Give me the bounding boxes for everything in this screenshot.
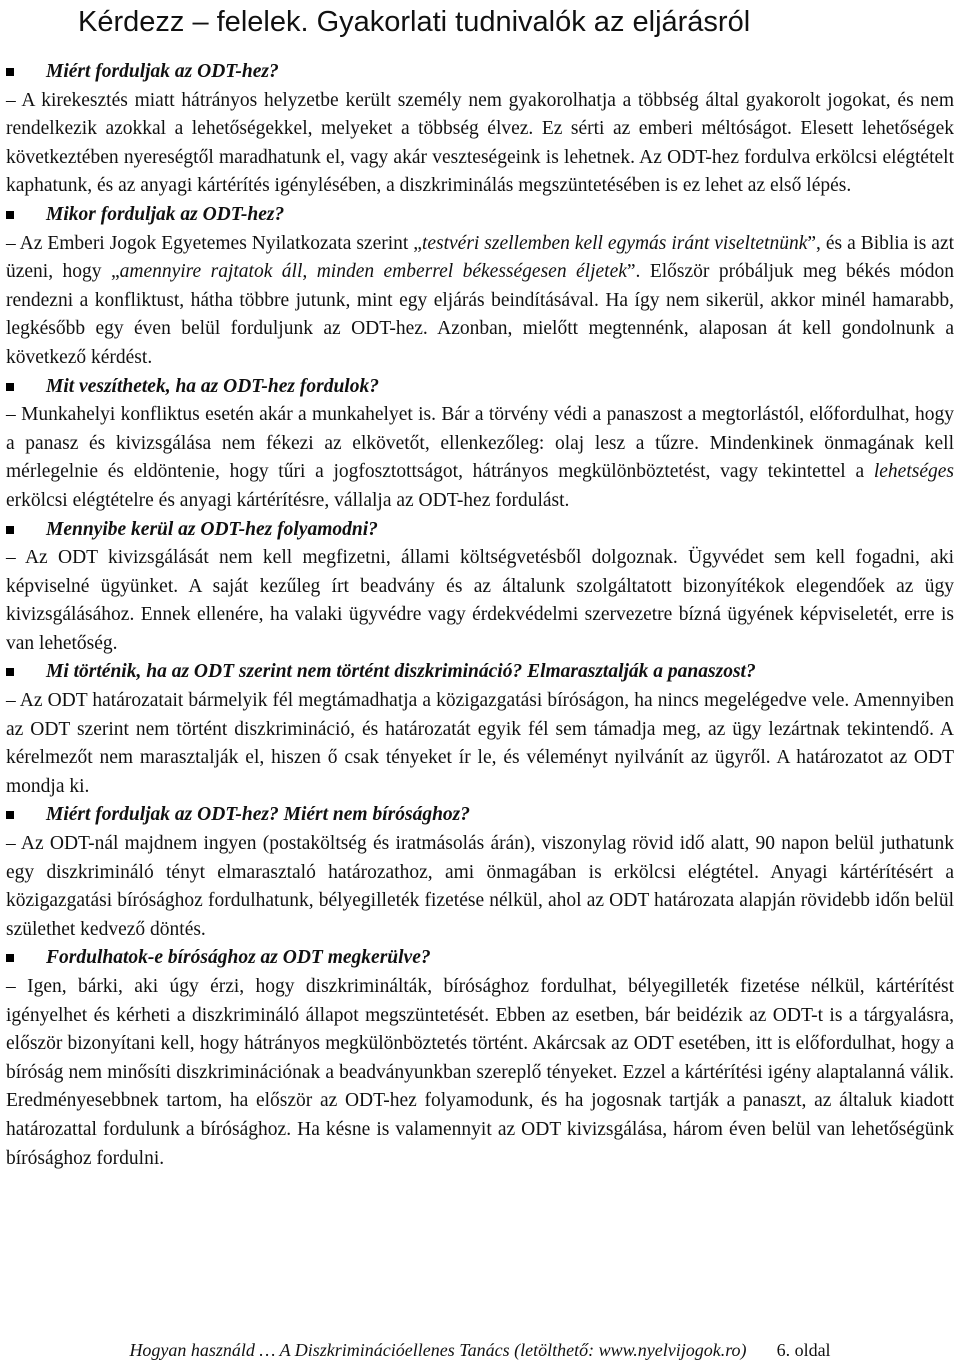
answer-paragraph: – A kirekesztés miatt hátrányos helyzetbe került személy nem gyakorolhatja a többség által gyakorolt jogokat, és nem rendelkezik azokkal a lehetőségekkel, melyeket a többség élvez. Ez sérti az emberi méltóságot. Elesett lehetőségek következtében nyereségtől maradhatunk el, vagy akár veszteségeink is lehetnek. Az ODT-hez fordulva erkölcsi elégtételt kaphatunk, és az anyagi kártérítés igénylésében, a diszkriminálás megszüntetésében is ez lehet az első lépés. (6, 89, 954, 197)
emphasis-italic: lehetséges (873, 461, 954, 483)
square-bullet-icon (6, 954, 14, 962)
question-text: Fordulhatok-e bírósághoz az ODT megkerülve? (46, 947, 431, 969)
page-footer (0, 1338, 960, 1362)
question-text: Mennyibe kerül az ODT-hez folyamodni? (46, 518, 378, 540)
square-bullet-icon (6, 668, 14, 676)
square-bullet-icon (6, 811, 14, 819)
answer-text: ”. Először próbáljuk meg békés módon rendezni a konfliktust, hátha többre jutunk, mint egy eljárás beindításával. Ha így nem sikerül, akkor minél hamarabb, legkésőbb egy éven belül forduljunk az ODT-hez. Azonban, mielőtt megtennénk, alaposan át kell gondolnunk a következő kérdést. (6, 261, 954, 368)
square-bullet-icon (6, 68, 14, 76)
square-bullet-icon (6, 383, 14, 391)
quote-italic: testvéri szellemben kell egymás iránt viseltetnünk (421, 232, 808, 254)
question-heading (6, 944, 954, 973)
answer-text: ”, és a Biblia is azt üzeni, hogy „ (6, 232, 955, 283)
square-bullet-icon (6, 211, 14, 219)
square-bullet-icon (6, 526, 14, 534)
answer-paragraph: – Az ODT-nál majdnem ingyen (postaköltség és iratmásolás árán), viszonylag rövid idő alatt, 90 napon belül juthatunk egy diszkrimináló tényt elmarasztaló határozathoz, ami önmagában is erkölcsi elégtétel. Anyagi kártérítésért a közigazgatási bírósághoz fordulhatunk, bélyegilleték fizetése nélkül, ahol az ODT határozata alapján rövidebb időn belül születhet kedvező döntés. (6, 833, 954, 940)
question-heading (6, 373, 954, 402)
question-heading (6, 658, 954, 687)
question-heading (6, 516, 954, 545)
document-body (6, 58, 954, 1173)
answer-paragraph: – Az ODT határozatait bármelyik fél megtámadhatja a közigazgatási bíróságon, ha nincs megelégedve vele. Amennyiben az ODT szerint nem történt diszkrimináció, és határozatát egyik fél sem támadja meg, az ügy lezártnak tekintendő. A kérelmezőt nem marasztalják el, hiszen ő csak tényeket ír le, és véleményt nyilvánít az ügyről. A határozatot az ODT mondja ki. (6, 690, 954, 797)
question-heading (6, 58, 954, 87)
answer-paragraph: – Igen, bárki, aki úgy érzi, hogy diszkriminálták, bírósághoz fordulhat, bélyegilleték fizetése nélkül, kártérítést igényelhet és kérheti a diszkrimináló állapot megszüntetését. Ebben az esetben, bár beidézik az ODT-t is a tárgyalásra, először bizonyítani kell, hogy hátrányos megkülönböztetés történt. Akárcsak az ODT esetében, itt is előfordulhat, hogy a bíróság nem minősíti diszkriminációnak a beadványunkban szereplő tényeket. Ezzel a kártérítési igény alaptalanná válik. Eredményesebbnek tartom, ha először az ODT-hez folyamodunk, és ha jogosnak tartják a panaszt, az általuk kiadott határozattal fordulunk a bírósághoz. Ha késne is valamennyit az ODT kivizsgálása, három éven belül van lehetőségünk bírósághoz fordulni. (6, 976, 954, 1169)
question-text: Mit veszíthetek, ha az ODT-hez fordulok? (46, 375, 379, 397)
answer-text: erkölcsi elégtételre és anyagi kártérítésre, vállalja az ODT-hez fordulást. (6, 489, 570, 511)
answer-paragraph (6, 401, 954, 515)
question-heading (6, 201, 954, 230)
question-text: Mi történik, ha az ODT szerint nem történt diszkrimináció? Elmarasztalják a panaszost? (46, 661, 756, 683)
question-text: Mikor forduljak az ODT-hez? (46, 203, 285, 225)
question-text: Miért forduljak az ODT-hez? Miért nem bírósághoz? (46, 804, 471, 826)
answer-paragraph (6, 230, 954, 373)
footer-text: Hogyan használd … A Diszkriminációellenes Tanács (letölthető: www.nyelvijogok.ro) (129, 1340, 747, 1360)
answer-text: – Munkahelyi konfliktus esetén akár a munkahelyet is. Bár a törvény védi a panaszost a megtorlástól, előfordulhat, hogy a panasz és kivizsgálása nem fékezi az elkövetőt, ellenkezőleg: olaj lesz a tűzre. Mindenkinek önmagának kell mérlegelnie és eldöntenie, hogy tűri a jogfosztottságot, hátrányos megkülönböztetést, vagy tekintettel a (6, 404, 954, 483)
page-number: 6. oldal (776, 1340, 831, 1360)
question-text: Miért forduljak az ODT-hez? (46, 61, 279, 82)
answer-text: – Az Emberi Jogok Egyetemes Nyilatkozata szerint „ (6, 232, 422, 254)
question-heading (6, 801, 954, 830)
answer-paragraph: – Az ODT kivizsgálását nem kell megfizetni, állami költségvetésből dolgoznak. Ügyvédet sem kell fogadni, aki képviselné ügyünket. A saját kezűleg írt beadvány és az általunk szolgáltatott bizonyítékok elegendőek az ügy kivizsgálásához. Ennek ellenére, ha valaki ügyvédre vagy érdekvédelmi szervezetre bízná ügyének képviseletét, erre is van lehetőség. (6, 547, 954, 654)
page-title: Kérdezz – felelek. Gyakorlati tudnivalók az eljárásról (78, 6, 751, 38)
quote-italic: amennyire rajtatok áll, minden emberrel békességesen éljetek (119, 261, 627, 283)
